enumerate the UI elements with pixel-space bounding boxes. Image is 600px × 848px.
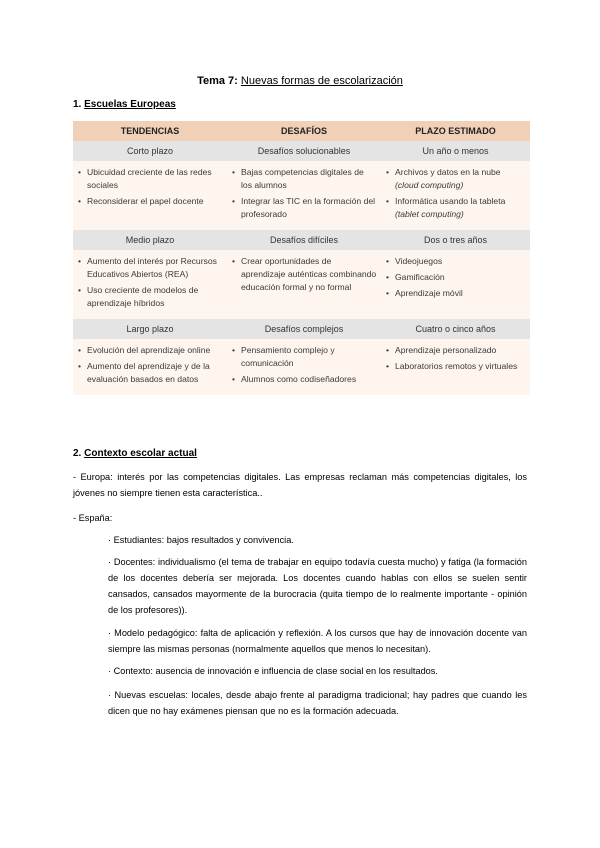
list-item: • Uso creciente de modelos de aprendizaje híbridos xyxy=(87,284,223,310)
list-item: • Videojuegos xyxy=(395,255,526,268)
item-nuevas-escuelas: · Nuevas escuelas: locales, desde abajo frente al paradigma tradicional; hay padres que cuando les dicen que no hay exámenes piensan que no es la formación adecuada. xyxy=(108,690,527,716)
title-main: Nuevas formas de escolarización xyxy=(240,75,403,87)
list-item: • Gamificación xyxy=(395,271,526,284)
list-item: • Aumento del interés por Recursos Educativos Abiertos (REA) xyxy=(87,255,223,281)
list-item: • Alumnos como codiseñadores xyxy=(241,373,377,386)
list-item: • Ubicuidad creciente de las redes sociales xyxy=(87,166,223,192)
trends-table xyxy=(73,121,530,395)
group-label-row: Largo plazo Desafíos complejos Cuatro o cinco años xyxy=(73,319,530,339)
header-desafios: DESAFÍOS xyxy=(227,121,381,141)
list-item: • Integrar las TIC en la formación del profesorado xyxy=(241,195,377,221)
list-item: • Laboratorios remotos y virtuales xyxy=(395,360,526,373)
page-title xyxy=(0,75,600,87)
group-content-row xyxy=(73,161,530,230)
table-header-row xyxy=(73,121,530,141)
group-content-row xyxy=(73,250,530,319)
list-item: • Archivos y datos en la nube (cloud computing) xyxy=(395,166,526,192)
header-tendencias: TENDENCIAS xyxy=(73,121,227,141)
item-estudiantes: · Estudiantes: bajos resultados y convivencia. xyxy=(108,535,294,545)
list-item: • Aprendizaje móvil xyxy=(395,287,526,300)
item-modelo-pedagogico: · Modelo pedagógico: falta de aplicación y reflexión. A los cursos que hay de innovación docente van siempre las mismas personas (normalmente aquellos que menos lo necesitan). xyxy=(108,628,527,654)
list-item: • Informática usando la tableta (tablet computing) xyxy=(395,195,526,221)
item-contexto: · Contexto: ausencia de innovación e influencia de clase social en los resultados. xyxy=(108,666,438,676)
group-label-row: Medio plazo Desafíos difíciles Dos o tres años xyxy=(73,230,530,250)
title-prefix: Tema 7: xyxy=(197,75,238,87)
list-item: • Crear oportunidades de aprendizaje auténticas combinando educación formal y no formal xyxy=(241,255,377,294)
item-docentes: · Docentes: individualismo (el tema de trabajar en equipo todavía cuesta mucho) y fatiga (la formación de los docentes debería ser mejorada. Los docentes cuando hablas con ellos se suelen sentir cansados, cansados mayormente de la burocracia (quita tiempo de lo realmente importante - opinión de los profesores)). xyxy=(108,557,527,615)
list-item: • Evolución del aprendizaje online xyxy=(87,344,223,357)
group-content-row xyxy=(73,339,530,395)
espana-label: - España: xyxy=(73,513,113,523)
list-item: • Bajas competencias digitales de los alumnos xyxy=(241,166,377,192)
group-label-row: Corto plazo Desafíos solucionables Un año o menos xyxy=(73,141,530,161)
list-item: • Aprendizaje personalizado xyxy=(395,344,526,357)
section-2-heading: 2. Contexto escolar actual xyxy=(73,448,197,459)
europa-paragraph: - Europa: interés por las competencias digitales. Las empresas reclaman más competencias digitales, los jóvenes no siempre tienen esta característica.. xyxy=(73,472,527,498)
list-item: • Pensamiento complejo y comunicación xyxy=(241,344,377,370)
section-1-heading: 1. Escuelas Europeas xyxy=(73,99,176,110)
list-item: • Aumento del aprendizaje y de la evaluación basados en datos xyxy=(87,360,223,386)
header-plazo: PLAZO ESTIMADO xyxy=(381,121,530,141)
list-item: • Reconsiderar el papel docente xyxy=(87,195,223,208)
